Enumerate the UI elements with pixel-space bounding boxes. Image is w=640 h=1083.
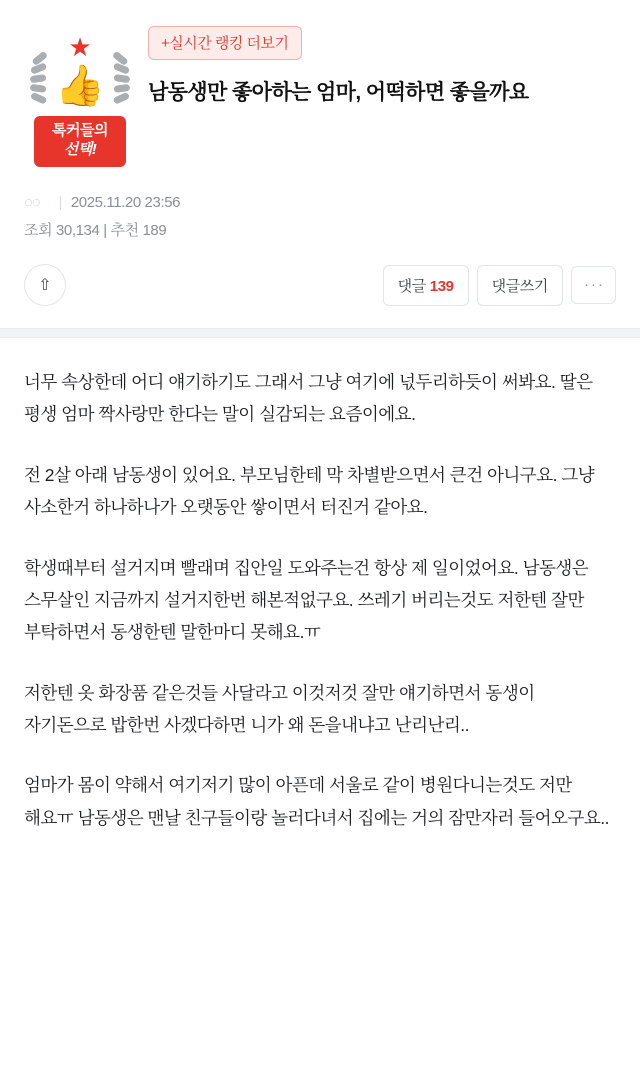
comments-label: 댓글 (397, 277, 426, 295)
post-date: 2025.11.20 23:56 (70, 194, 181, 211)
post-body (0, 338, 640, 844)
view-count: 조회 30,134 (24, 222, 100, 239)
post-paragraph: 너무 속상한데 어디 얘기하기도 그래서 그냥 여기에 넋두리하듯이 써봐요. 딸은 평생 엄마 짝사랑만 한다는 말이 실감되는 요즘이에요. (24, 372, 593, 425)
post-paragraph: 전 2살 아래 남동생이 있어요. 부모님한테 막 차별받으면서 큰건 아니구요. 그냥 사소한거 하나하나가 오랫동안 쌓이면서 터진거 같아요. (24, 464, 595, 518)
best-pick-emblem (24, 18, 136, 168)
comments-count: 139 (429, 277, 454, 295)
meta-divider (60, 196, 61, 210)
more-options-button[interactable]: ··· (571, 266, 616, 304)
post-paragraph: 저한텐 옷 화장품 같은것들 사달라고 이것저것 잘만 얘기하면서 동생이 자기돈으로 밥한번 사겠다하면 니가 왜 돈을내냐고 난리난리.. (24, 682, 535, 735)
page-title: 남동생만 좋아하는 엄마, 어떡하면 좋을까요 (148, 81, 529, 104)
meta-date-row (24, 194, 616, 211)
emblem-ribbon (34, 116, 126, 167)
laurel-left-icon (30, 48, 56, 114)
comments-button[interactable] (383, 265, 469, 306)
action-bar (0, 264, 640, 328)
header-row (24, 18, 616, 168)
meta-stats-separator: | (103, 222, 107, 239)
meta-stats-row (24, 219, 616, 240)
section-divider (0, 328, 640, 338)
emblem-ribbon-line2: 선택! (63, 140, 97, 158)
thumbs-up-icon: 👍 (55, 64, 105, 108)
action-bar-right (383, 265, 616, 306)
share-icon: ⇧ (38, 277, 52, 294)
post-header (0, 0, 640, 168)
post-paragraph: 엄마가 몸이 약해서 여기저기 많이 아픈데 서울로 같이 병원다니는것도 저만 해요ㅠ 남동생은 맨날 친구들이랑 놀러다녀서 집에는 거의 잠만자러 들어오구요.. (24, 775, 609, 828)
like-count: 추천 189 (110, 222, 167, 239)
realtime-ranking-button[interactable]: +실시간 랭킹 더보기 (148, 26, 302, 60)
emblem-ribbon-line1: 톡커들의 (52, 122, 108, 139)
post-paragraph: 학생때부터 설거지며 빨래며 집안일 도와주는건 항상 제 일이었어요. 남동생은 스무살인 지금까지 설거지한번 해본적없구요. 쓰레기 버리는것도 저한텐 잘만 부탁하면서 동생한텐 말한마디 못해요.ㅠ (24, 557, 589, 643)
write-comment-button[interactable]: 댓글쓰기 (477, 265, 563, 306)
eye-icon: ◌◌ (24, 194, 40, 211)
header-main (136, 18, 616, 108)
post-meta (0, 168, 640, 240)
share-button[interactable] (24, 264, 66, 306)
star-icon: ★ (68, 32, 92, 62)
laurel-right-icon (104, 48, 130, 114)
